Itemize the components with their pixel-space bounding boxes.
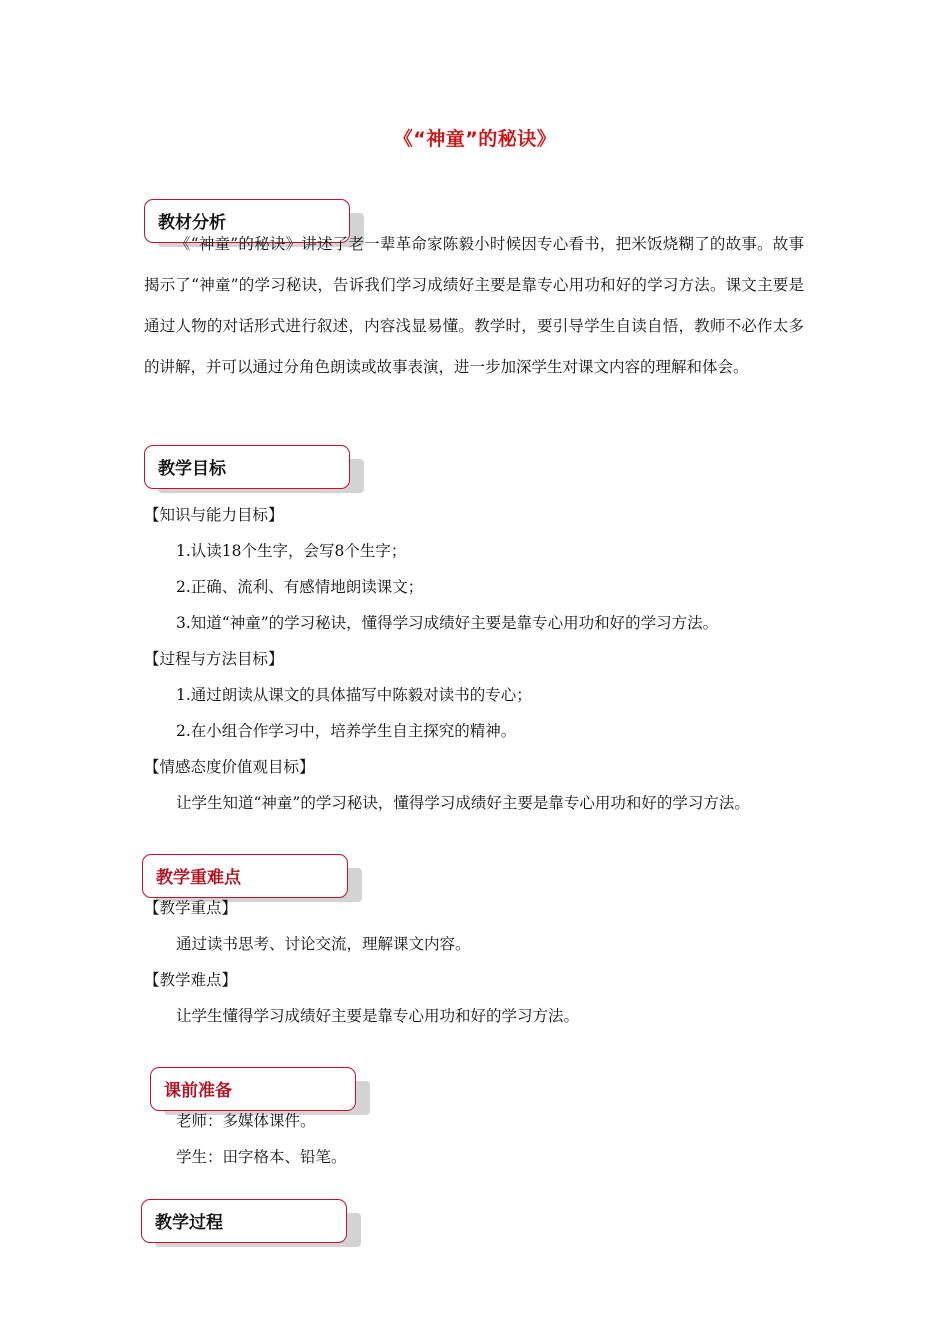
knowledge-goals-label: 【知识与能力目标】 [144,506,284,524]
process-goal-item: 1.通过朗读从课文的具体描写中陈毅对读书的专心； [176,686,532,704]
section-heading-goals [144,445,364,493]
heading-label-analysis: 教材分析 [158,213,226,233]
heading-label-goals: 教学目标 [158,459,226,479]
section-heading-preparation [150,1067,370,1115]
difficulty-label: 【教学难点】 [144,971,238,989]
student-preparation: 学生：田字格本、铅笔。 [176,1148,347,1166]
knowledge-goal-item: 1.认读18个生字，会写8个生字； [176,542,407,560]
section-heading-process [141,1199,361,1247]
knowledge-goal-item: 3.知道“神童”的学习秘诀，懂得学习成绩好主要是靠专心用功和好的学习方法。 [176,614,719,632]
heading-label-key-points: 教学重难点 [156,868,241,888]
focus-text: 通过读书思考、讨论交流，理解课文内容。 [176,935,471,953]
analysis-paragraph: 《“神童”的秘诀》讲述了老一辈革命家陈毅小时候因专心看书，把米饭烧糊了的故事。故事揭示了“神童”的学习秘诀，告诉我们学习成绩好主要是靠专心用功和好的学习方法。课文主要是通过人物的对话形式进行叙述，内容浅显易懂。教学时，要引导学生自读自悟，教师不必作太多的讲解，并可以通过分角色朗读或故事表演，进一步加深学生对课文内容的理解和体会。 [144,235,804,376]
knowledge-goal-item: 2.正确、流利、有感情地朗读课文； [176,578,424,596]
difficulty-text: 让学生懂得学习成绩好主要是靠专心用功和好的学习方法。 [176,1007,580,1025]
section-heading-key-points [142,854,362,902]
heading-label-preparation: 课前准备 [164,1081,232,1101]
document-title: 《“神童”的秘诀》 [393,128,557,150]
process-goals-label: 【过程与方法目标】 [144,650,284,668]
heading-label-process: 教学过程 [155,1213,223,1233]
process-goal-item: 2.在小组合作学习中，培养学生自主探究的精神。 [176,722,517,740]
emotion-goal-text: 让学生知道“神童”的学习秘诀，懂得学习成绩好主要是靠专心用功和好的学习方法。 [176,794,750,812]
teacher-preparation: 老师：多媒体课件。 [176,1112,316,1130]
emotion-goals-label: 【情感态度价值观目标】 [144,758,315,776]
focus-label: 【教学重点】 [144,899,238,917]
